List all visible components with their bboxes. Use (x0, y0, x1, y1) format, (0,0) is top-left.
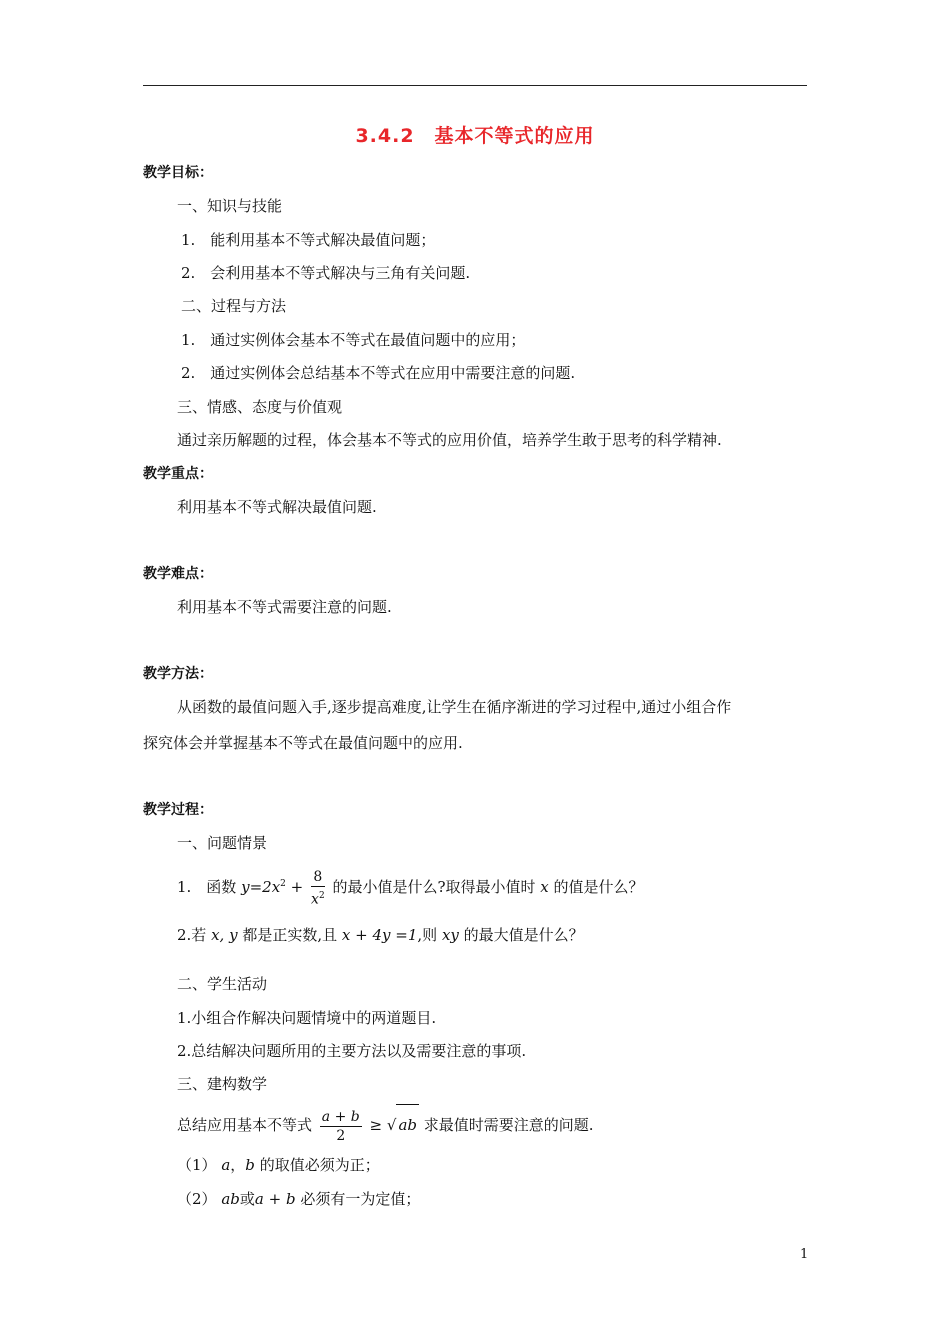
question-2-product: xy (441, 926, 459, 944)
question-2-middle-1: 都是正实数,且 (242, 926, 338, 944)
objectives-heading: 教学目标： (143, 165, 213, 181)
objectives-section-3-text: 通过亲历解题的过程，体会基本不等式的应用价值，培养学生敢于思考的科学精神. (177, 431, 722, 449)
function-exponent: 2 (280, 879, 286, 889)
mean-fraction (320, 1108, 362, 1145)
page-number: 1 (800, 1247, 809, 1262)
sqrt-radicand: ab (396, 1104, 419, 1145)
condition-1-sep: ， (230, 1156, 246, 1174)
process-heading: 教学过程： (143, 802, 213, 818)
condition-2 (177, 1189, 420, 1209)
objectives-item-2-1: 1. 通过实例体会基本不等式在最值问题中的应用； (181, 331, 526, 349)
mean-numerator: a + b (321, 1108, 360, 1125)
question-2-condition: x + 4y =1 (341, 926, 418, 944)
question-1-variable: x (540, 878, 549, 896)
fraction-denominator (311, 887, 325, 909)
question-2-middle-2: ,则 (417, 926, 438, 944)
question-1-suffix: 的值是什么？ (553, 878, 644, 896)
mean-denominator: 2 (336, 1127, 346, 1144)
page-title: 3.4.2 基本不等式的应用 (355, 125, 595, 147)
header-rule (143, 85, 807, 86)
sqrt-sign: √ (386, 1116, 397, 1134)
geq-sign: ≥ (369, 1116, 383, 1134)
condition-1-a: a (221, 1156, 231, 1174)
condition-1-text: 的取值必须为正； (259, 1156, 380, 1174)
key-points-heading: 教学重点： (143, 466, 213, 482)
objectives-section-2: 二、过程与方法 (181, 297, 287, 315)
construct-prefix: 总结应用基本不等式 (177, 1116, 313, 1134)
objectives-item-1-1: 1. 能利用基本不等式解决最值问题； (181, 231, 436, 249)
question-1 (177, 866, 644, 908)
key-points-text: 利用基本不等式解决最值问题. (177, 498, 377, 516)
fraction-numerator: 8 (311, 868, 325, 887)
condition-2-product: ab (221, 1190, 240, 1208)
function-variable: y (241, 878, 250, 896)
condition-2-sum: a + b (254, 1190, 296, 1208)
question-1-prefix: 1. 函数 (177, 878, 237, 896)
objectives-item-2-2: 2. 通过实例体会总结基本不等式在应用中需要注意的问题. (181, 364, 576, 382)
condition-1-label: （1） (177, 1156, 217, 1174)
methods-line-1: 从函数的最值问题入手,逐步提高难度,让学生在循序渐进的学习过程中,通过小组合作 (177, 698, 732, 716)
condition-2-label: （2） (177, 1190, 217, 1208)
question-2 (177, 925, 584, 945)
denominator-exponent: 2 (318, 890, 325, 901)
objectives-section-3: 三、情感、态度与价值观 (177, 398, 343, 416)
difficulties-text: 利用基本不等式需要注意的问题. (177, 598, 392, 616)
methods-heading: 教学方法： (143, 666, 213, 682)
construct-statement (177, 1104, 594, 1145)
process-section-2: 二、学生活动 (177, 975, 268, 993)
question-1-middle: 的最小值是什么?取得最小值时 (332, 878, 536, 896)
construct-suffix: 求最值时需要注意的问题. (423, 1116, 594, 1134)
objectives-item-1-2: 2. 会利用基本不等式解决与三角有关问题. (181, 264, 471, 282)
process-section-1: 一、问题情景 (177, 834, 268, 852)
question-2-suffix: 的最大值是什么？ (463, 926, 584, 944)
activity-item-1: 1.小组合作解决问题情境中的两道题目. (177, 1009, 437, 1027)
denominator-variable: x (311, 891, 319, 908)
activity-item-2: 2.总结解决问题所用的主要方法以及需要注意的事项. (177, 1042, 527, 1060)
condition-2-or: 或 (239, 1190, 255, 1208)
question-2-prefix: 2.若 (177, 926, 207, 944)
condition-1-b: b (245, 1156, 255, 1174)
plus-sign: + (290, 878, 304, 896)
objectives-section-1: 一、知识与技能 (177, 197, 283, 215)
condition-2-text: 必须有一为定值； (300, 1190, 421, 1208)
methods-line-2: 探究体会并掌握基本不等式在最值问题中的应用. (143, 734, 463, 752)
fraction (311, 868, 325, 909)
difficulties-heading: 教学难点： (143, 566, 213, 582)
function-term: =2x (249, 878, 281, 896)
condition-1 (177, 1155, 380, 1175)
process-section-3: 三、建构数学 (177, 1075, 268, 1093)
question-2-variables: x, y (211, 926, 238, 944)
